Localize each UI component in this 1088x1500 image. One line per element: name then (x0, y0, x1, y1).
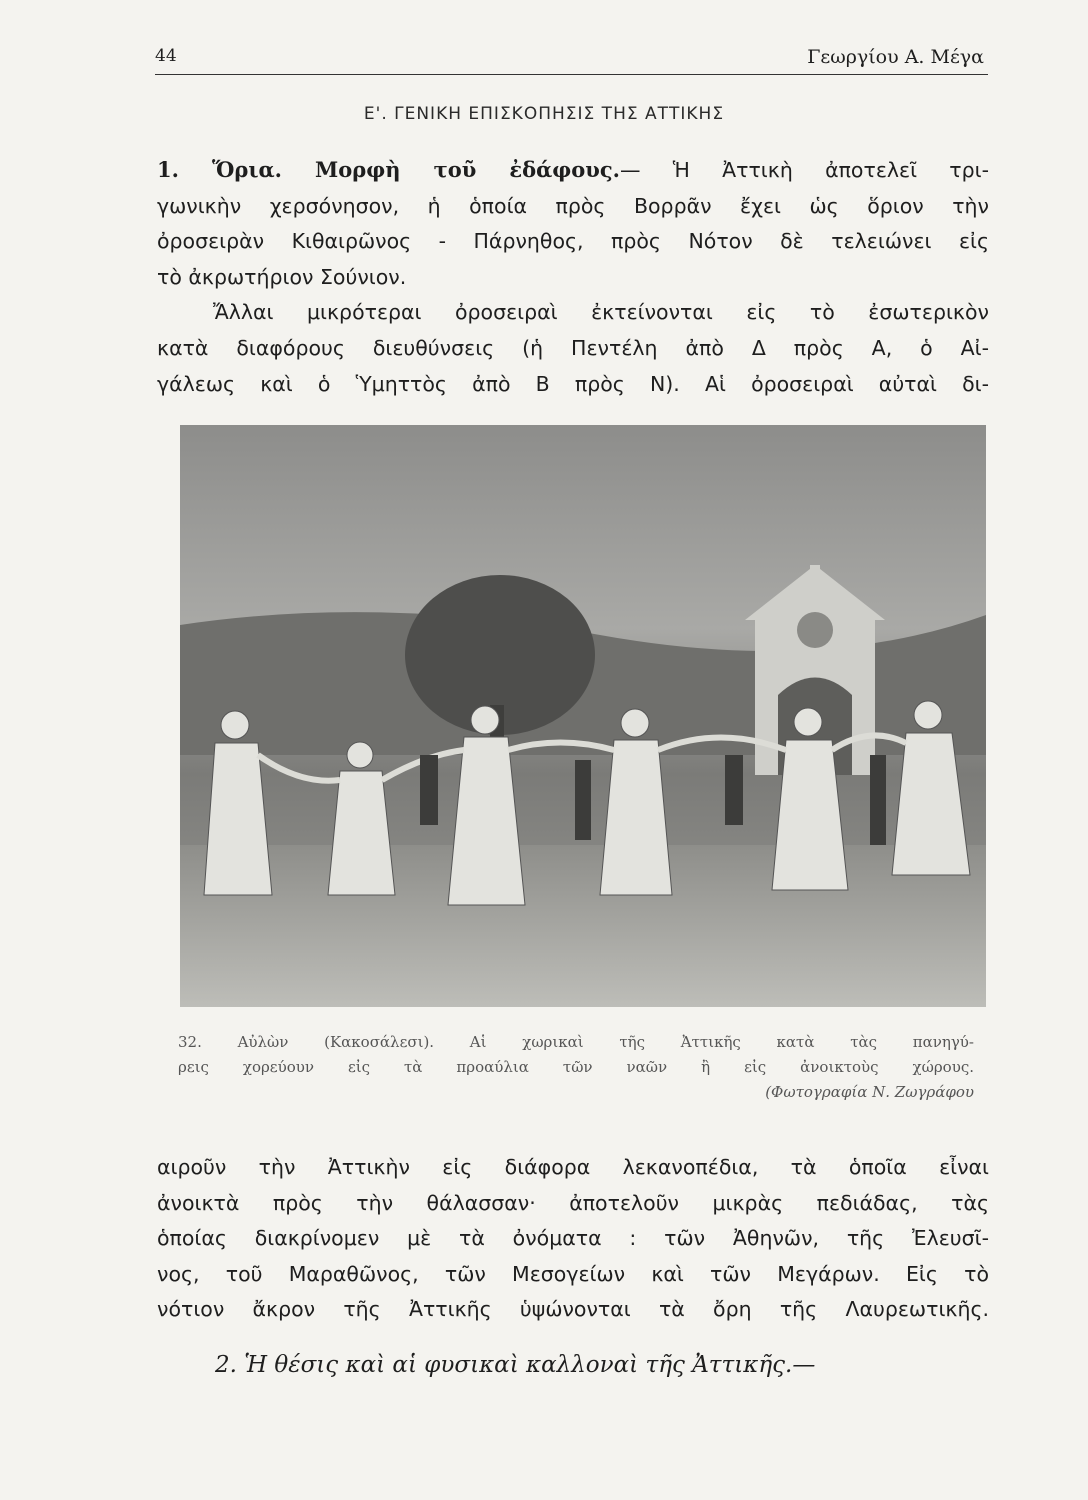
figure-photo (180, 425, 986, 1007)
text-line: τὸ ἀκρωτήριον Σούνιον. (157, 264, 407, 289)
text-line: ὁποίας διακρίνομεν μὲ τὰ ὀνόματα : τῶν Ἀθηνῶν, τῆς Ἐλευσῖ- (157, 1226, 989, 1251)
dancers-photograph (180, 425, 986, 1007)
text-line: κατὰ διαφόρους διευθύνσεις (ἡ Πεντέλη ἀπὸ Δ πρὸς Α, ὁ Αἰ- (157, 335, 989, 360)
text-line: αιροῦν τὴν Ἀττικὴν εἰς διάφορα λεκανοπέδια, τὰ ὁποῖα εἶναι (157, 1155, 989, 1179)
ground (180, 845, 986, 1007)
chapter-heading: Ε'. ΓΕΝΙΚΗ ΕΠΙΣΚΟΠΗΣΙΣ ΤΗΣ ΑΤΤΙΚΗΣ (363, 104, 725, 124)
caption-line: 32. Αὐλὼν (Κακοσάλεσι). Αἱ χωρικαὶ τῆς Ἀττικῆς κατὰ τὰς πανηγύ- (178, 1033, 974, 1051)
text-line: ἀνοικτὰ πρὸς τὴν θάλασσαν· ἀποτελοῦν μικρὰς πεδιάδας, τὰς (157, 1190, 989, 1215)
section-2-title: 2. Ἡ θέσις καὶ αἱ φυσικαὶ καλλοναὶ τῆς Ἀττικῆς.— (215, 1352, 816, 1378)
text-line: ὀροσειρὰν Κιθαιρῶνος - Πάρνηθος, πρὸς Νότον δὲ τελειώνει εἰς (157, 229, 989, 254)
page-number: 44 (155, 46, 177, 66)
continuation-text (157, 1150, 989, 1328)
text-line: νότιον ἄκρον τῆς Ἀττικῆς ὑψώνονται τὰ ὄρη τῆς Λαυρεωτικῆς. (157, 1297, 989, 1322)
text-line: γάλεως καὶ ὁ Ὑμηττὸς ἀπὸ Β πρὸς Ν). Αἱ ὀροσειραὶ αὐταὶ δι- (157, 371, 989, 396)
photo-credit: (Φωτογραφία Ν. Ζωγράφου (765, 1083, 974, 1101)
figure-caption (178, 1030, 974, 1105)
running-head (155, 46, 988, 75)
text-line: Ἄλλαι μικρότεραι ὀροσειραὶ ἐκτείνονται εἰς τὸ ἐσωτερικὸν (213, 300, 989, 325)
running-head-author: Γεωργίου Α. Μέγα (807, 46, 984, 68)
section-1-title: 1. Ὅρια. Μορφὴ τοῦ ἐδάφους. (157, 157, 620, 182)
caption-line: ρεις χορεύουν εἰς τὰ προαύλια τῶν ναῶν ἢ εἰς ἀνοικτοὺς χώρους. (178, 1058, 974, 1076)
section-1-text (157, 152, 989, 402)
section-1-first-line (157, 152, 989, 189)
text-line: — Ἡ Ἀττικὴ ἀποτελεῖ τρι- (619, 158, 989, 182)
text-line: γωνικὴν χερσόνησον, ἡ ὁποία πρὸς Βορρᾶν ἔχει ὡς ὅριον τὴν (157, 193, 989, 218)
text-line: νος, τοῦ Μαραθῶνος, τῶν Μεσογείων καὶ τῶν Μεγάρων. Εἰς τὸ (157, 1261, 989, 1286)
